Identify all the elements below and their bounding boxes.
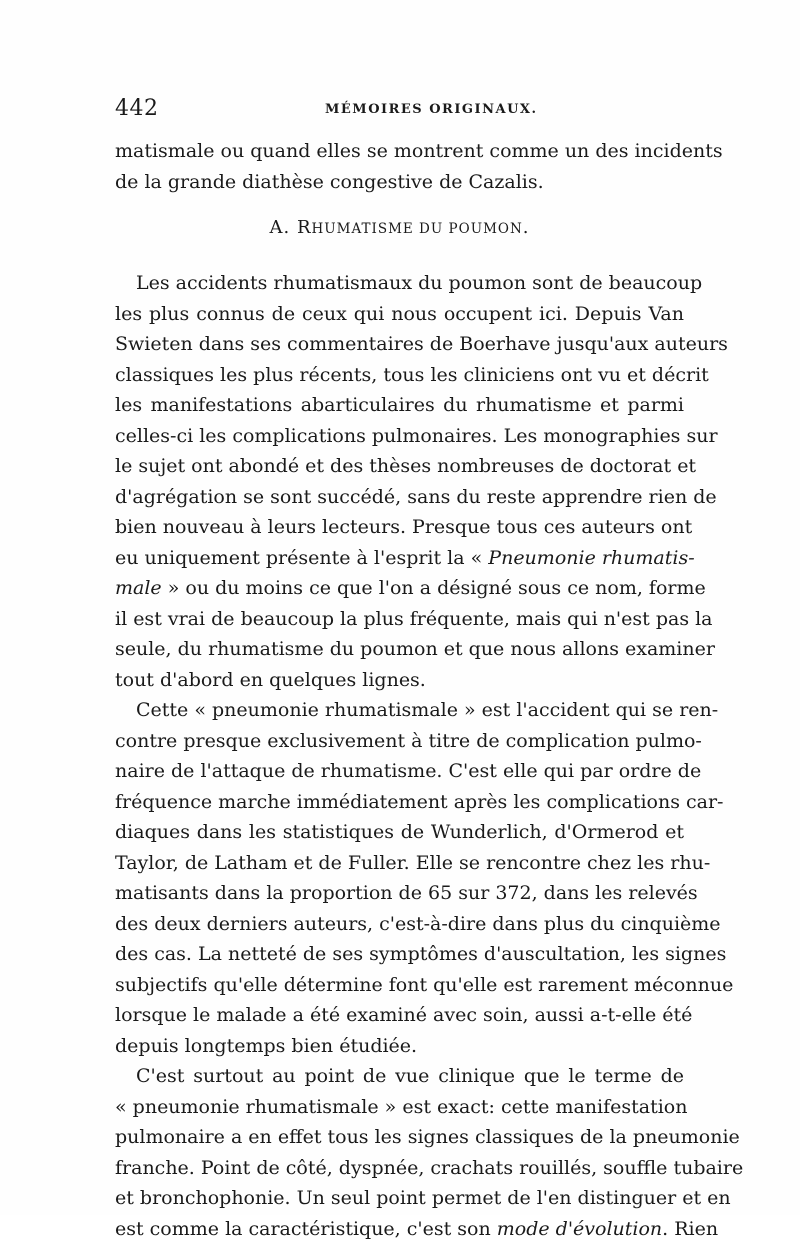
intro-paragraph xyxy=(115,136,684,197)
text-line: d'agrégation se sont succédé, sans du reste apprendre rien de xyxy=(115,482,684,513)
text-line xyxy=(115,543,684,574)
text-line: C'est surtout au point de vue clinique que le terme de xyxy=(115,1061,684,1092)
text-fragment: . Rien xyxy=(662,1218,718,1240)
italic-term: Pneumonie rhumatis- xyxy=(488,547,694,569)
text-line: classiques les plus récents, tous les cliniciens ont vu et décrit xyxy=(115,360,684,391)
text-line: diaques dans les statistiques de Wunderlich, d'Ormerod et xyxy=(115,817,684,848)
italic-term: mode d'évolution xyxy=(497,1218,662,1240)
text-line: bien nouveau à leurs lecteurs. Presque tous ces auteurs ont xyxy=(115,512,684,543)
text-line: depuis longtemps bien étudiée. xyxy=(115,1031,684,1062)
text-line: franche. Point de côté, dyspnée, crachats rouillés, souffle tubaire xyxy=(115,1153,684,1184)
page-header xyxy=(115,96,685,126)
text-line xyxy=(115,573,684,604)
page-number: 442 xyxy=(115,96,159,121)
text-line: des deux derniers auteurs, c'est-à-dire dans plus du cinquième xyxy=(115,909,684,940)
text-line: naire de l'attaque de rhumatisme. C'est elle qui par ordre de xyxy=(115,756,684,787)
text-line: il est vrai de beaucoup la plus fréquente, mais qui n'est pas la xyxy=(115,604,684,635)
section-title-end: . xyxy=(523,217,530,238)
text-line: lorsque le malade a été examiné avec soin, aussi a-t-elle été xyxy=(115,1000,684,1031)
section-letter: A. xyxy=(269,217,290,238)
text-line: Swieten dans ses commentaires de Boerhave jusqu'aux auteurs xyxy=(115,329,684,360)
text-line: tout d'abord en quelques lignes. xyxy=(115,665,684,696)
text-line: pulmonaire a en effet tous les signes classiques de la pneumonie xyxy=(115,1122,684,1153)
text-line: matismale ou quand elles se montrent comme un des incidents xyxy=(115,136,684,167)
text-line: et bronchophonie. Un seul point permet de l'en distinguer et en xyxy=(115,1183,684,1214)
text-line: matisants dans la proportion de 65 sur 372, dans les relevés xyxy=(115,878,684,909)
text-line: les manifestations abarticulaires du rhumatisme et parmi xyxy=(115,390,684,421)
text-fragment: est comme la caractéristique, c'est son xyxy=(115,1218,497,1240)
section-heading xyxy=(115,213,684,243)
running-head: MÉMOIRES ORIGINAUX. xyxy=(325,102,538,117)
text-line: celles-ci les complications pulmonaires. Les monographies sur xyxy=(115,421,684,452)
italic-term: male xyxy=(115,577,162,599)
text-line: fréquence marche immédiatement après les complications car- xyxy=(115,787,684,818)
text-line: les plus connus de ceux qui nous occupent ici. Depuis Van xyxy=(115,299,684,330)
text-line: subjectifs qu'elle détermine font qu'elle est rarement méconnue xyxy=(115,970,684,1001)
text-line: des cas. La netteté de ses symptômes d'auscultation, les signes xyxy=(115,939,684,970)
text-line: de la grande diathèse congestive de Cazalis. xyxy=(115,167,684,198)
text-line: Taylor, de Latham et de Fuller. Elle se rencontre chez les rhu- xyxy=(115,848,684,879)
text-line: le sujet ont abondé et des thèses nombreuses de doctorat et xyxy=(115,451,684,482)
section-title: HUMATISME DU POUMON xyxy=(312,221,523,237)
text-fragment: » ou du moins ce que l'on a désigné sous ce nom, forme xyxy=(162,577,706,599)
body-text xyxy=(115,268,684,1244)
text-line: seule, du rhumatisme du poumon et que nous allons examiner xyxy=(115,634,684,665)
text-line: contre presque exclusivement à titre de complication pulmo- xyxy=(115,726,684,757)
text-line: « pneumonie rhumatismale » est exact: cette manifestation xyxy=(115,1092,684,1123)
text-fragment: eu uniquement présente à l'esprit la « xyxy=(115,547,488,569)
section-title-cap: R xyxy=(297,217,312,238)
text-line xyxy=(115,1214,684,1244)
text-line: Cette « pneumonie rhumatismale » est l'accident qui se ren- xyxy=(115,695,684,726)
text-line: Les accidents rhumatismaux du poumon sont de beaucoup xyxy=(115,268,684,299)
